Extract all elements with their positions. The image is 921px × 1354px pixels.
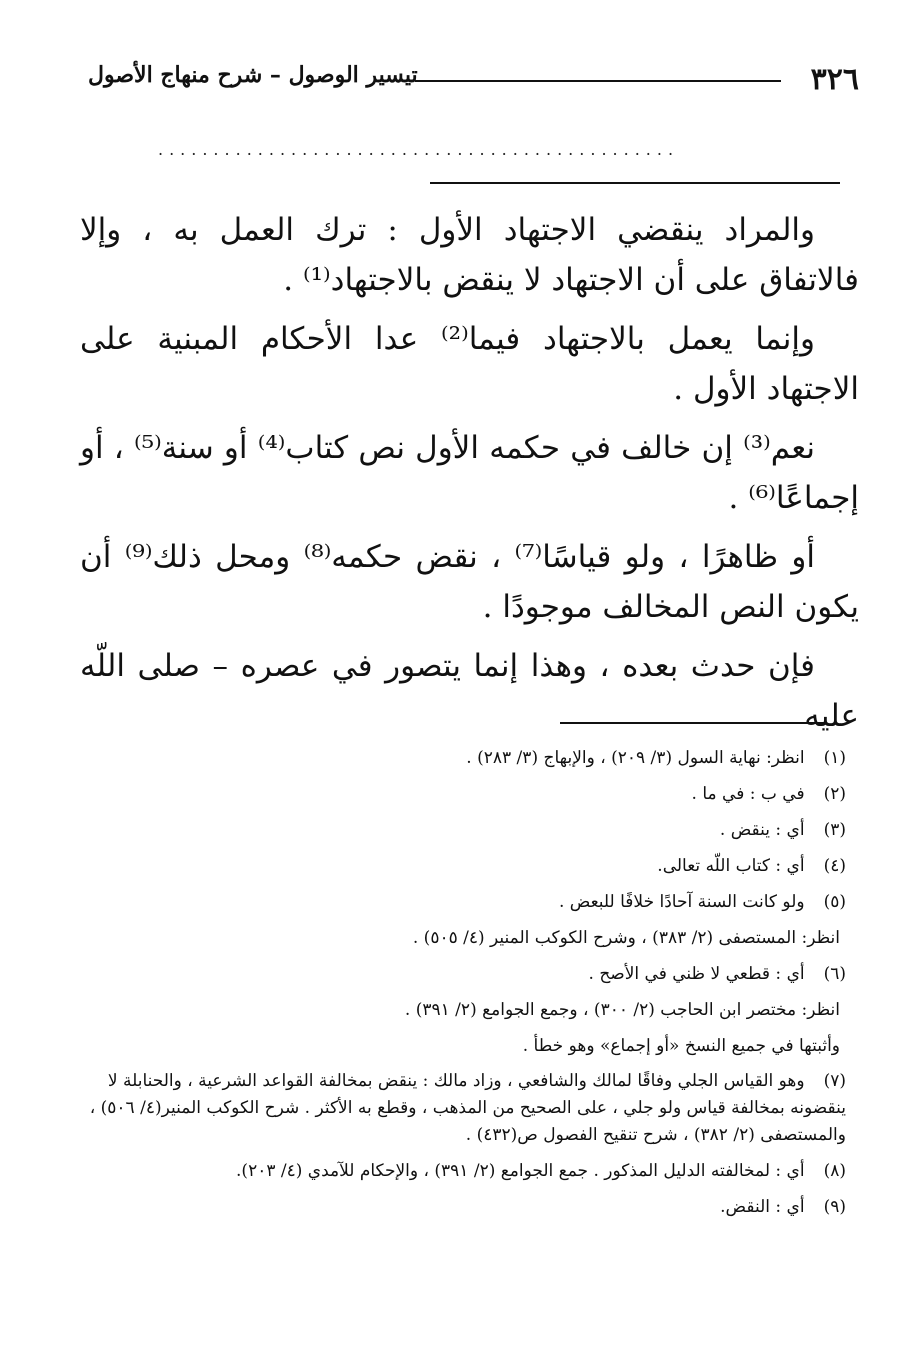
footnote-text: أي : لمخالفته الدليل المذكور . جمع الجوامع (٢/ ٣٩١) ، والإحكام للآمدي (٤/ ٢٠٣). bbox=[236, 1161, 805, 1181]
footnote bbox=[70, 1153, 846, 1189]
paragraph: فإن حدث بعده ، وهذا إنما يتصور في عصره – صلى اللّه عليه bbox=[80, 648, 859, 734]
footnote-text: أي : ينقض . bbox=[719, 820, 805, 840]
paragraph: وإنما يعمل بالاجتهاد فيما⁽²⁾ عدا الأحكام المبنية على الاجتهاد الأول . bbox=[80, 321, 859, 407]
footnote bbox=[70, 884, 846, 920]
footnote-number: (٢) bbox=[823, 784, 846, 804]
footnote bbox=[70, 848, 846, 884]
footnote-text: في ب : في ما . bbox=[691, 784, 805, 804]
header-rule bbox=[415, 80, 781, 82]
footnote-text: أي : كتاب اللّه تعالى. bbox=[657, 856, 805, 876]
footnote bbox=[70, 1189, 846, 1225]
running-title: تيسير الوصول – شرح منهاج الأصول bbox=[88, 62, 418, 88]
footnote bbox=[70, 956, 846, 992]
footnote-rule bbox=[560, 722, 825, 724]
footnote bbox=[70, 776, 846, 812]
section-rule bbox=[430, 182, 840, 184]
paragraph: أو ظاهرًا ، ولو قياسًا⁽⁷⁾ ، نقض حكمه⁽⁸⁾ ومحل ذلك⁽⁹⁾ أن يكون النص المخالف موجودًا . bbox=[80, 539, 859, 625]
footnote-continuation: وأثبتها في جميع النسخ «أو إجماع» وهو خطأ . bbox=[522, 1036, 840, 1056]
footnote-text: ولو كانت السنة آحادًا خلافًا للبعض . bbox=[558, 892, 805, 912]
paragraph: والمراد ينقضي الاجتهاد الأول : ترك العمل به ، وإلا فالاتفاق على أن الاجتهاد لا ينقض بالاجتهاد⁽¹⁾ . bbox=[80, 212, 859, 298]
footnote-text: وهو القياس الجلي وفاقًا لمالك والشافعي ، وزاد مالك : ينقض بمخالفة القواعد الشرعية ، والحنابلة لا ينقضونه بمخالفة قياس ولو جلي ، على الصحيح من المذهب ، وقطع به الأكثر . شرح الكوكب المنير(٤/ ٥٠٦) ، والمستصفى (٢/ ٣٨٢) ، شرح تنقيح الفصول ص(٤٣٢) . bbox=[89, 1071, 846, 1145]
footnote bbox=[70, 1064, 846, 1153]
page-number: ٣٢٦ bbox=[810, 62, 859, 97]
footnote-number: (١) bbox=[823, 748, 846, 768]
footnote bbox=[70, 812, 846, 848]
dotted-separator: ............................................... bbox=[158, 140, 680, 159]
footnote-number: (٣) bbox=[823, 820, 846, 840]
footnote-number: (٩) bbox=[823, 1197, 846, 1217]
footnote-text: أي : قطعي لا ظني في الأصح . bbox=[588, 964, 805, 984]
footnote-number: (٧) bbox=[823, 1071, 846, 1091]
footnote-number: (٤) bbox=[823, 856, 846, 876]
main-text bbox=[80, 205, 859, 750]
footnote-text: أي : النقض. bbox=[720, 1197, 805, 1217]
footnote-continuation: انظر: مختصر ابن الحاجب (٢/ ٣٠٠) ، وجمع الجوامع (٢/ ٣٩١) . bbox=[404, 1000, 840, 1020]
footnote bbox=[70, 740, 846, 776]
paragraph: نعم⁽³⁾ إن خالف في حكمه الأول نص كتاب⁽⁴⁾ أو سنة⁽⁵⁾ ، أو إجماعًا⁽⁶⁾ . bbox=[80, 430, 859, 516]
footnote-continuation: انظر: المستصفى (٢/ ٣٨٣) ، وشرح الكوكب المنير (٤/ ٥٠٥) . bbox=[412, 928, 840, 948]
footnote-number: (٨) bbox=[823, 1161, 846, 1181]
footnote-text: انظر: نهاية السول (٣/ ٢٠٩) ، والإبهاج (٣/ ٢٨٣) . bbox=[466, 748, 805, 768]
footnotes bbox=[70, 740, 846, 1225]
footnote-number: (٦) bbox=[823, 964, 846, 984]
footnote-number: (٥) bbox=[823, 892, 846, 912]
